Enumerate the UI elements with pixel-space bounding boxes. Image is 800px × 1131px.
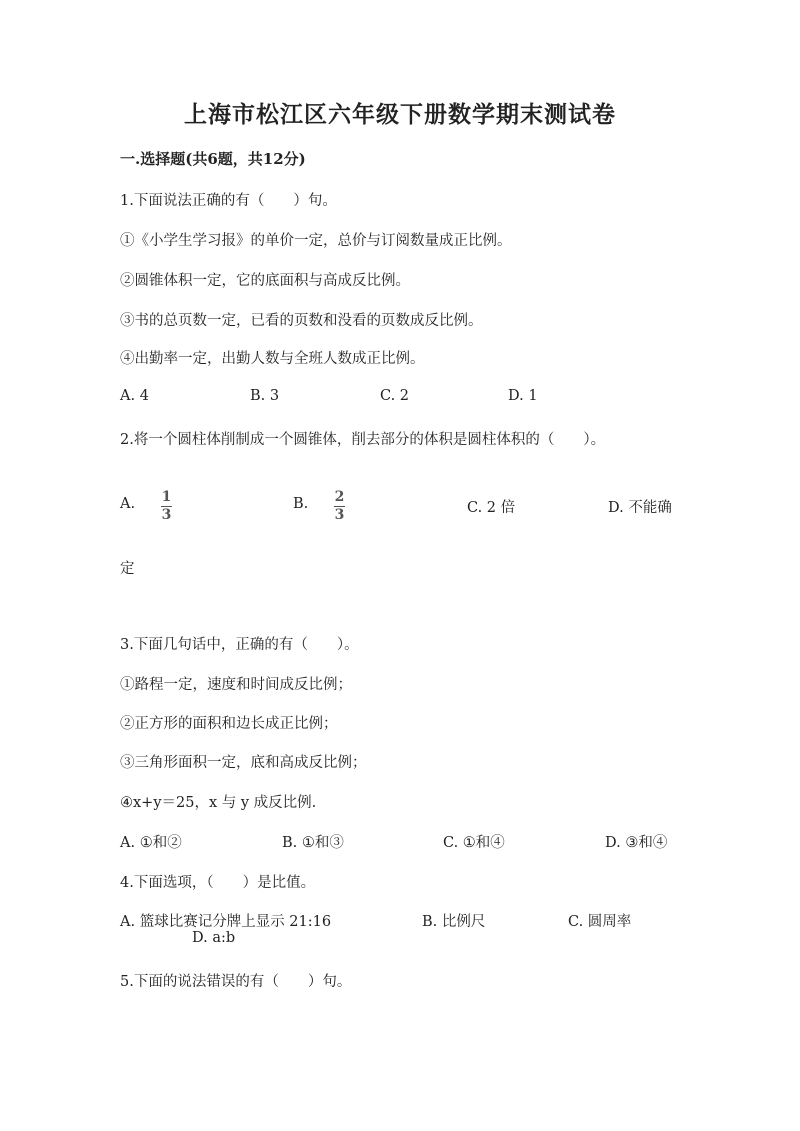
- question-3-option-c: C. ①和④: [443, 835, 505, 851]
- page-title: 上海市松江区六年级下册数学期末测试卷: [184, 101, 616, 128]
- question-2-option-c: C. 2 倍: [467, 500, 516, 516]
- question-2-option-b-fraction: [334, 490, 345, 523]
- section-heading: 一.选择题(共6题，共12分): [120, 150, 306, 168]
- question-3-option-d: D. ③和④: [605, 835, 668, 851]
- question-1-option-a: A. 4: [120, 388, 149, 404]
- question-2-option-d-continued: 定: [120, 561, 135, 577]
- question-1-statement-4: ④出勤率一定，出勤人数与全班人数成正比例。: [120, 351, 425, 367]
- question-3-statement-2: ②正方形的面积和边长成正比例；: [120, 716, 338, 732]
- fraction-denominator: 3: [334, 507, 345, 523]
- question-4-stem: 4.下面选项，（ ）是比值。: [120, 875, 316, 891]
- question-3-option-a: A. ①和②: [120, 835, 182, 851]
- question-3-statement-1: ①路程一定，速度和时间成反比例；: [120, 677, 352, 693]
- question-2-stem: 2.将一个圆柱体削制成一个圆锥体，削去部分的体积是圆柱体积的（ ）。: [120, 432, 606, 448]
- question-4-option-d: D. a:b: [192, 930, 236, 946]
- fraction-numerator: 2: [334, 489, 345, 505]
- question-1-option-b: B. 3: [250, 388, 280, 404]
- question-1-statement-1: ①《小学生学习报》的单价一定，总价与订阅数量成正比例。: [120, 233, 512, 249]
- question-5-stem: 5.下面的说法错误的有（ ）句。: [120, 974, 352, 990]
- question-2-option-a-label: A.: [120, 496, 136, 512]
- fraction-denominator: 3: [161, 507, 172, 523]
- question-3-stem: 3.下面几句话中，正确的有（ ）。: [120, 637, 359, 653]
- question-3-statement-4: ④x+y＝25，x 与 y 成反比例.: [120, 795, 317, 811]
- question-2-option-d: D. 不能确: [608, 500, 672, 516]
- question-4-option-b: B. 比例尺: [422, 914, 486, 930]
- question-4-option-c: C. 圆周率: [568, 914, 632, 930]
- question-1-option-c: C. 2: [380, 388, 410, 404]
- question-2-option-b-label: B.: [293, 496, 309, 512]
- question-1-statement-2: ②圆锥体积一定，它的底面积与高成反比例。: [120, 273, 410, 289]
- question-1-option-d: D. 1: [508, 388, 538, 404]
- question-3-statement-3: ③三角形面积一定，底和高成反比例；: [120, 755, 367, 771]
- question-2-option-a-fraction: [161, 490, 172, 523]
- question-3-option-b: B. ①和③: [282, 835, 344, 851]
- fraction-numerator: 1: [161, 489, 172, 505]
- question-4-option-a: A. 篮球比赛记分牌上显示 21:16: [120, 914, 332, 930]
- question-1-statement-3: ③书的总页数一定，已看的页数和没看的页数成反比例。: [120, 313, 483, 329]
- question-1-stem: 1.下面说法正确的有（ ）句。: [120, 193, 337, 209]
